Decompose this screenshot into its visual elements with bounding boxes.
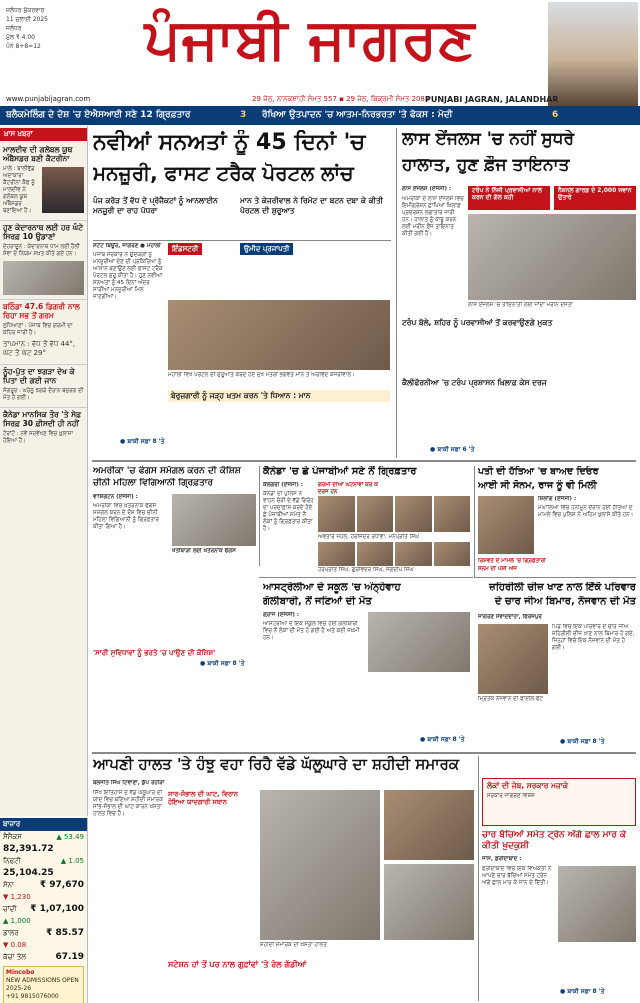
canada-headline[interactable]: ਕੈਨੇਡਾ 'ਚ ਛੇ ਪੰਜਾਬੀਆਂ ਸਣੇ ਨੌਂ ਗ੍ਰਿਫ਼ਤਾਰ [263, 466, 417, 477]
meta-line: ਮੁੱਲ ₹ 4.00 [6, 34, 35, 41]
brief-body: ਦੇਹਰਾਦੂਨ : ਕੇਦਾਰਨਾਥ ਧਾਮ ਲਈ ਹੈਲੀ ਸੇਵਾ ਦੇ ਨਿਯਮ ਸਖ਼ਤ ਕੀਤੇ ਗਏ ਹਨ। [3, 244, 80, 257]
special-box [482, 778, 636, 826]
china-body: ਅਮਰੀਕਾ ਵਿਚ ਖ਼ਤਰਨਾਕ ਫੰਗਸ ਸਮੱਗਲ ਕਰਨ ਦੇ ਦੋਸ਼ ਵਿਚ ਚੀਨੀ ਮਹਿਲਾ ਵਿਗਿਆਨੀ ਨੂੰ ਗ੍ਰਿਫ਼ਤਾਰ ਕੀਤਾ ਗਿਆ ਹੈ। [93, 503, 159, 530]
meta-line: 11 ਜੁਲਾਈ 2025 [6, 16, 48, 23]
memorial-photo-2[interactable] [384, 790, 474, 860]
poison-headline-1[interactable]: ਜ਼ਹਿਰੀਲੀ ਚੀਜ਼ ਖਾਣ ਨਾਲ ਇੱਕੋ ਪਰਿਵਾਰ [489, 582, 636, 593]
lead-photo[interactable] [168, 300, 390, 370]
meta-line: ਜਲੰਧਰ [6, 25, 22, 32]
market-row [0, 855, 87, 867]
sidebar-head: ਖ਼ਾਸ ਖ਼ਬਰਾਂ [0, 128, 87, 141]
la-photo-caption: ਲਾਸ ਏਂਜਲਸ 'ਚ ਤਾਇਨਾਤੀ ਲਈ ਜਾਂਦਾ ਮਰੀਨ ਦਸਤਾ [468, 302, 573, 308]
memorial-footer[interactable]: ਸਟੇਸ਼ਨ ਹਾਂ ਤੋਂ ਪਰ ਨਾਲ ਗੁਫ਼ਾਂਵਾਂ 'ਤੇ ਰੇਲ ਗੱਡੀਆਂ [168, 960, 307, 969]
market-label: ਨਿਫਟੀ [3, 857, 21, 865]
meta-line: ਜਲੰਧਰ ਸ਼ੁੱਕਰਵਾਰ [6, 7, 45, 14]
sidebar-briefs [0, 126, 88, 816]
special-box-title[interactable]: ਲੋਕਾਂ ਦੀ ਜੇਬ, ਸਰਕਾਰ ਮਜ਼ਾਕੇ [487, 781, 569, 790]
mugshot [318, 496, 355, 532]
la-sub-story-2[interactable]: ਕੈਲੀਫੋਰਨੀਆ 'ਚ ਟਰੰਪ ਪ੍ਰਸ਼ਾਸਨ ਖ਼ਿਲਾਫ਼ ਕੇਸ ਦਰਜ [402, 378, 547, 387]
china-footer[interactable]: 'ਸਾਰੀ ਸੁਵਿਧਾਵਾਂ ਨੂੰ ਭਰਤੇ 'ਚ ਪਾਉਣ ਦੀ ਕੋਸ਼ਿਸ਼' [93, 649, 216, 657]
market-row [0, 903, 87, 915]
mugshot [434, 542, 471, 566]
market-head: ਬਾਜ਼ਾਰ [0, 818, 87, 831]
meta-line: ਪੰਨੇ 8+8=12 [6, 43, 41, 50]
lead-headline-2[interactable]: ਮਨਜ਼ੂਰੀ, ਫਾਸਟ ਟਰੈਕ ਪੋਰਟਲ ਲਾਂਚ [93, 162, 354, 185]
mugshot [357, 496, 394, 532]
ticker-right-page: 6 [552, 110, 559, 120]
la-bullet-1: ਟਰੰਪ ਨੇ ਨਿੱਜੀ ਪ੍ਰਵਾਸੀਆਂ ਨਾਲ ਕਰਨ ਦੀ ਗੱਲ ਕਹੀ [468, 186, 550, 210]
edition-place: PUNJABI JAGRAN, JALANDHAR [425, 95, 559, 104]
lead-subhead-2: ਮਾਨ ਤੇ ਕੇਜਰੀਵਾਲ ਨੇ ਰਿਮੋਟ ਦਾ ਬਟਨ ਦਬਾ ਕੇ ਕੀਤੀ ਪੋਰਟਲ ਦੀ ਸ਼ੁਰੂਆਤ [240, 196, 384, 215]
lead-tag-right: ਉਮੀਦ ਪ੍ਰਜਾਪਤੀ [240, 243, 293, 255]
market-row [0, 879, 87, 891]
memorial-body: ਸਿੱਖ ਇਤਿਹਾਸ ਦੇ ਵੱਡੇ ਘੱਲੂਘਾਰੇ ਦੀ ਯਾਦ ਵਿਚ ਬਣਿਆ ਸ਼ਹੀਦੀ ਸਮਾਰਕ ਸਾਂਭ-ਸੰਭਾਲ ਦੀ ਘਾਟ ਕਾਰਨ ਖ਼ਸਤਾ ਹਾਲਤ ਵਿਚ ਹੈ। [93, 790, 163, 817]
canada-mugshots-row-2 [318, 542, 470, 566]
la-sub-story[interactable]: ਟਰੰਪ ਬੋਲੇ, ਸ਼ਹਿਰ ਨੂੰ ਪਰਵਾਸੀਆਂ ਤੋਂ ਕਰਵਾਉਣਗੇ ਮੁਕਤ [402, 318, 553, 327]
china-photo[interactable] [172, 494, 256, 546]
market-change: ▲ 53.49 [56, 833, 84, 841]
mugshot [434, 496, 471, 532]
special-box-sub: ਸਰਕਾਰ ਜਾਗਰਣ ਵਿਸ਼ੇਸ਼ [487, 793, 535, 799]
brief-photo [3, 261, 84, 295]
china-inset: ਖੇਤੀਬਾੜੀ ਲਈ ਖ਼ਤਰਨਾਕ ਫੰਗਸ [172, 548, 236, 554]
sonam-headline-2[interactable]: ਆਈ ਸੀ ਸੋਨਮ, ਰਾਜ ਨੂੰ ਵੀ ਮਿਲੀ [478, 480, 597, 491]
column-rule [259, 466, 260, 566]
date-line: 29 ਜੇਠ, ਨਾਨਕਸ਼ਾਹੀ ਸੰਮਤ 557 ▪ 29 ਜੇਠ, ਬਿਕ੍ਰਮੀ ਸੰਮਤ 2082 [252, 95, 430, 103]
masthead-photo [548, 2, 638, 106]
la-continued[interactable]: ● ਬਾਕੀ ਸਫ਼ਾ 6 'ਤੇ [430, 446, 475, 453]
ad-brand: Mincobo [6, 969, 35, 976]
market-row [0, 831, 87, 843]
lead-continued[interactable]: ● ਬਾਕੀ ਸਫ਼ਾ 8 'ਤੇ [120, 438, 165, 445]
memorial-photo-3[interactable] [384, 864, 474, 940]
brief-body: ਸੰਗਰੂਰ : ਘਰੇਲੂ ਝਗੜੇ ਦੌਰਾਨ ਬਜ਼ੁਰਗ ਦੀ ਮੌਤ ਹੋ ਗਈ। [3, 388, 84, 401]
sonam-bullet-2: ਸੋਨਮ ਦੀ ਪੇਸ਼ੀ ਅੱਜ [478, 566, 517, 572]
canada-inset-title: ਗਰਮੀ ਦੀਆਂ ਘਟਨਾਵਾਂ ਕਰ ਕੇ ਦਰਜ ਹਨ [318, 482, 379, 495]
la-byline: ਲਾਸ ਏਂਜਲਸ (ਏਜੰਸੀ) : [402, 186, 452, 192]
sonam-headline-1[interactable]: ਪਤੀ ਦੀ ਹੱਤਿਆ 'ਚ ਬਾਅਦ ਦਿਓਰ [478, 466, 599, 477]
poison-photo[interactable] [478, 624, 548, 694]
memorial-caption: ਸ਼ਹੀਦੀ ਸਮਾਰਕ ਦੀ ਖ਼ਸਤਾ ਹਾਲਤ [260, 942, 327, 948]
lead-photo-caption: ਮੋਹਾਲੀ ਵਿਖੇ ਪੋਰਟਲ ਦੀ ਸ਼ੁਰੂਆਤ ਕਰਦੇ ਹੋਏ ਮੁੱਖ ਮੰਤਰੀ ਭਗਵੰਤ ਮਾਨ ਤੇ ਅਰਵਿੰਦ ਕੇਜਰੀਵਾਲ। [168, 372, 355, 378]
brief-title: ਬਠਿੰਡਾ 47.6 ਡਿਗਰੀ ਨਾਲ ਰਿਹਾ ਸਭ ਤੋਂ ਗਰਮ [3, 302, 80, 320]
column-rule [478, 756, 479, 1001]
train-photo[interactable] [558, 866, 636, 942]
canada-byline: ਕੈਲਗਰੀ (ਏਜੰਸੀ) : [263, 482, 303, 488]
brief-title: ਹੁਣ ਕੇਦਾਰਨਾਥ ਲਈ ਹਰ ਘੰਟੇ ਸਿਰਫ਼ 10 ਉਡਾਣਾਂ [3, 223, 84, 241]
market-value: ₹ 85.57 [46, 928, 84, 938]
poison-continued[interactable]: ● ਬਾਕੀ ਸਫ਼ਾ 8 'ਤੇ [560, 738, 605, 745]
market-row [0, 927, 87, 939]
brief-body: ਲੁਧਿਆਣਾ : ਪੰਜਾਬ ਵਿਚ ਗਰਮੀ ਦਾ ਕਹਿਰ ਜਾਰੀ ਹੈ। [3, 323, 73, 336]
austria-body: ਆਸਟ੍ਰੀਆ ਦੇ ਇਕ ਸਕੂਲ ਵਿਚ ਹੋਈ ਗੋਲੀਬਾਰੀ ਵਿਚ ਨੌਂ ਲੋਕਾਂ ਦੀ ਮੌਤ ਹੋ ਗਈ ਹੈ ਅਤੇ ਕਈ ਜ਼ਖ਼ਮੀ ਹਨ। [263, 621, 360, 641]
market-change: ▲ 1,000 [3, 917, 31, 925]
train-continued[interactable]: ● ਬਾਕੀ ਸਫ਼ਾ 8 'ਤੇ [560, 988, 605, 995]
market-row [0, 915, 87, 927]
mugshot [318, 542, 355, 566]
austria-byline: ਗ੍ਰਾਜ (ਏਜੰਸੀ) : [263, 612, 300, 618]
market-row [0, 867, 87, 879]
newspaper-logo[interactable]: ਪੰਜਾਬੀ ਜਾਗਰਣ [144, 6, 476, 72]
divider [259, 577, 473, 578]
ticker-left-page: 3 [240, 110, 247, 120]
memorial-byline: ਬਲਜੀਤ ਸਿੰਘ ਟਿਵਾਣਾ, ਕੁੱਪ ਰਹੀੜਾ [93, 780, 165, 786]
masthead-meta [6, 6, 86, 51]
market-label: ਡਾਲਰ [3, 929, 19, 937]
site-url[interactable]: www.punjabijagran.com [6, 95, 91, 103]
brief-photo [42, 167, 84, 213]
market-row [0, 891, 87, 903]
train-byline: ਜਾਸ, ਫ਼ਰੀਦਾਬਾਦ : [482, 856, 522, 862]
market-row [0, 951, 87, 963]
memorial-inset: ਸਾਰ-ਸੰਭਾਲ ਦੀ ਘਾਟ, ਵਿਰਾਨ ਹੋਇਆ ਯਾਦਗਾਰੀ ਸਥਾਨ [168, 790, 238, 806]
poison-headline-2[interactable]: ਦੇ ਚਾਰ ਜੀਅ ਬਿਮਾਰ, ਨੌਜਵਾਨ ਦੀ ਮੌਤ [494, 596, 636, 607]
market-label: ਕੱਚਾ ਤੇਲ [3, 953, 26, 961]
lead-tag-left: ਇੰਡਸਟਰੀ [168, 243, 202, 255]
brief-body: ਟੋਰਾਂਟੋ : ਨਵੇਂ ਸਰਵੇਖਣ ਵਿਚ ਖ਼ੁਲਾਸਾ ਹੋਇਆ ਹੈ। [3, 431, 74, 444]
poison-byline: ਜਾਗਰਣ ਸੰਵਾਦਦਾਤਾ, ਫਿਰੋਜ਼ਪੁਰ [478, 614, 542, 620]
china-headline-2[interactable]: ਚੀਨੀ ਮਹਿਲਾ ਵਿਗਿਆਨੀ ਗ੍ਰਿਫ਼ਤਾਰ [93, 478, 213, 488]
market-change: ▼ 1,230 [3, 893, 31, 901]
market-label: ਸੈਂਸੈਕਸ [3, 833, 22, 841]
market-label: ਸੋਨਾ [3, 881, 15, 889]
brief-title: ਮਾਲਦੀਵ ਦੀ ਗਲੋਬਲ ਯੂਥ ਅੰਬੈਸਡਰ ਬਣੀ ਕੈਟਰੀਨਾ [3, 145, 73, 163]
divider [93, 240, 391, 241]
brief-title: ਕੈਨੇਡਾ ਮਾਨਸਿਕ ਤੌਰ 'ਤੇ ਸੇਫ਼ ਸਿਰਫ਼ 30 ਫ਼ੀਸਦੀ ਹੀ ਨਹੀਂ [3, 410, 82, 428]
memorial-headline[interactable]: ਆਪਣੀ ਹਾਲਤ 'ਤੇ ਹੰਝੂ ਵਹਾ ਰਿਹੈ ਵੱਡੇ ਘੱਲੂਘਾਰੇ ਦਾ ਸ਼ਹੀਦੀ ਸਮਾਰਕ [93, 756, 460, 773]
market-box [0, 818, 88, 1003]
sonam-body: ਮੇਘਾਲਿਆ ਵਿਚ ਹਨੀਮੂਨ ਦੌਰਾਨ ਹੋਈ ਹੱਤਿਆ ਦੇ ਮਾਮਲੇ ਵਿਚ ਪੁਲਿਸ ਨੇ ਅਹਿਮ ਖ਼ੁਲਾਸੇ ਕੀਤੇ ਹਨ। [538, 505, 634, 518]
china-byline: ਵਾਸ਼ਿੰਗਟਨ (ਏਜੰਸੀ) : [93, 494, 138, 500]
ad-box[interactable] [3, 966, 84, 1003]
canada-body: ਕੈਨੇਡਾ ਦੀ ਪੁਲਿਸ ਨੇ ਵਾਹਨ ਚੋਰੀ ਦੇ ਵੱਡੇ ਗਿਰੋਹ ਦਾ ਪਰਦਾਫ਼ਾਸ਼ ਕਰਦੇ ਹੋਏ ਛੇ ਪੰਜਾਬੀਆਂ ਸਮੇਤ ਨੌਂ ਲੋਕਾਂ ਨੂੰ ਗ੍ਰਿਫ਼ਤਾਰ ਕੀਤਾ ਹੈ। [263, 491, 314, 532]
market-row [0, 843, 87, 855]
poison-photo-caption: ਮ੍ਰਿਤਕ ਨੌਜਵਾਨ ਦੀ ਫਾਈਲ ਫੋਟੋ [478, 696, 543, 702]
lead-headline-1[interactable]: ਨਵੀਆਂ ਸਨਅਤਾਂ ਨੂੰ 45 ਦਿਨਾਂ 'ਚ [93, 130, 366, 155]
poison-body: ਪਿੰਡ ਵਿਚ ਇਕ ਪਰਿਵਾਰ ਦੇ ਚਾਰ ਜੀਅ ਜ਼ਹਿਰੀਲੀ ਚੀਜ਼ ਖਾਣ ਨਾਲ ਬਿਮਾਰ ਹੋ ਗਏ, ਜਿਨ੍ਹਾਂ ਵਿਚੋਂ ਇਕ ਨੌਜਵਾਨ ਦੀ ਮੌਤ ਹੋ ਗਈ। [552, 624, 635, 651]
lead-inset-title: ਬੇਰੁਜ਼ਗਾਰੀ ਨੂੰ ਜੜ੍ਹ ਖ਼ਤਮ ਕਰਨ 'ਤੇ ਧਿਆਨ : ਮਾਨ [168, 390, 390, 402]
canada-caption-2: ਹਰਪ੍ਰੀਤ ਸਿੰਘ, ਗੁਰਵਿੰਦਰ ਸਿੰਘ, ਜਗਦੀਪ ਸਿੰਘ [318, 567, 414, 573]
brief-title: ਨੂੰਹ-ਪੁੱਤ ਦਾ ਝਗੜਾ ਦੇਖ ਕੇ ਪਿਤਾ ਦੀ ਗਈ ਜਾਨ [3, 367, 75, 385]
brief-body: ਮਾਲੇ : ਬਾਲੀਵੁੱਡ ਅਦਾਕਾਰਾ ਕੈਟਰੀਨਾ ਕੈਫ ਨੂੰ ਮਾਲਦੀਵ ਨੇ ਗਲੋਬਲ ਯੂਥ ਅੰਬੈਸਡਰ ਬਣਾਇਆ ਹੈ। [3, 166, 35, 214]
lead-subhead-1: ਪੰਜ ਕਰੋੜ ਤੋਂ ਵੱਧ ਦੇ ਪ੍ਰੋਜੈਕਟਾਂ ਨੂੰ ਆਨਲਾਈਨ ਮਨਜ਼ੂਰੀ ਦਾ ਰਾਹ ਪੱਧਰਾ [93, 196, 218, 215]
market-value: 67.19 [55, 952, 84, 962]
ticker-left-story[interactable]: ਬਲੈਕਮੇਲਿੰਗ ਦੇ ਦੋਸ਼ 'ਚ ਏਐਸਆਈ ਸਣੇ 12 ਗ੍ਰਿਫ਼ਤਾਰ [6, 110, 191, 120]
column-rule [396, 128, 397, 458]
market-label: ਚਾਂਦੀ [3, 905, 17, 913]
austria-headline-1[interactable]: ਆਸਟ੍ਰੇਲੀਆ ਦੇ ਸਕੂਲ 'ਚ ਅੰਨ੍ਹੇਵਾਹ [263, 582, 401, 593]
divider [474, 577, 636, 578]
canada-caption-1: ਅਵਤਾਰ ਜੋਹਲ, ਹਰਜਿੰਦਰ ਰੰਧਾਵਾ, ਮਨਪ੍ਰੀਤ ਸਿੰਘ [318, 534, 419, 540]
market-value: ₹ 97,670 [39, 880, 84, 890]
market-value: 25,104.25 [3, 868, 54, 878]
brief-item[interactable] [0, 299, 87, 360]
section-rule [92, 752, 636, 754]
sonam-bullet-1: ਰਿਸ਼ਵਤ ਦੇ ਮਾਮਲੇ 'ਚ ਗ੍ਰਿਫ਼ਤਾਰੀ [478, 558, 546, 564]
canada-mugshots-row-1 [318, 496, 470, 532]
market-value: 82,391.72 [3, 844, 54, 854]
la-body: ਅਮਰੀਕਾ ਦੇ ਲਾਸ ਏਂਜਲਸ ਵਿਚ ਇਮੀਗ੍ਰੇਸ਼ਨ ਛਾਪਿਆਂ ਖ਼ਿਲਾਫ਼ ਪ੍ਰਦਰਸ਼ਨ ਲਗਾਤਾਰ ਜਾਰੀ ਹਨ। ਹਾਲਾਤ ਨੂੰ ਕਾਬੂ ਕਰਨ ਲਈ ਮਰੀਨ ਫ਼ੌਜ ਤਾਇਨਾਤ ਕੀਤੀ ਗਈ ਹੈ। [402, 196, 464, 237]
mugshot [395, 496, 432, 532]
news-ticker [0, 106, 640, 125]
sonam-byline: ਸ਼ਿਲਾਂਗ (ਏਜੰਸੀ) : [538, 496, 577, 502]
austria-continued[interactable]: ● ਬਾਕੀ ਸਫ਼ਾ 8 'ਤੇ [420, 736, 465, 743]
la-photo[interactable] [468, 214, 636, 300]
ad-phone: +91 9815076000 [6, 993, 59, 1000]
brief-item[interactable] [0, 407, 87, 446]
brief-item[interactable] [0, 364, 87, 403]
la-headline-1[interactable]: ਲਾਸ ਏਂਜਲਸ 'ਚ ਨਹੀਂ ਸੁਧਰੇ [402, 130, 574, 149]
sonam-photo[interactable] [478, 496, 534, 554]
brief-item[interactable] [0, 220, 87, 295]
lead-body: ਪੰਜਾਬ ਸਰਕਾਰ ਨੇ ਉਦਯੋਗਾਂ ਨੂੰ ਮਨਜ਼ੂਰੀਆਂ ਦੇਣ ਦੀ ਪ੍ਰਕਿਰਿਆ ਨੂੰ ਆਸਾਨ ਬਣਾਉਣ ਲਈ ਫਾਸਟ ਟਰੈਕ ਪੋਰਟਲ ਸ਼ੁਰੂ ਕੀਤਾ ਹੈ। ਹੁਣ ਨਵੀਆਂ ਸਨਅਤਾਂ ਨੂੰ 45 ਦਿਨਾਂ ਅੰਦਰ ਸਾਰੀਆਂ ਮਨਜ਼ੂਰੀਆਂ ਮਿਲ ਜਾਣਗੀਆਂ। [93, 252, 163, 300]
weather-info: ਤਾਪਮਾਨ : ਵੱਧ ਤੋਂ ਵੱਧ 44°, ਘੱਟ ਤੋਂ ਘੱਟ 29° [3, 340, 76, 357]
austria-headline-2[interactable]: ਗੋਲੀਬਾਰੀ, ਨੌਂ ਜਣਿਆਂ ਦੀ ਮੌਤ [263, 596, 372, 607]
market-change: ▼ 0.08 [3, 941, 27, 949]
ad-text: NEW ADMISSIONS OPEN 2025-26 [6, 977, 79, 992]
market-change: ▲ 1.05 [60, 857, 84, 865]
market-value: ₹ 1,07,100 [30, 904, 84, 914]
lead-byline: ਸਟੇਟ ਬਿਊਰੋ, ਜਾਗਰਣ ● ਮੋਹਾਲੀ [93, 243, 161, 249]
train-body: ਫ਼ਰੀਦਾਬਾਦ ਵਿਚ ਇਕ ਵਿਅਕਤੀ ਨੇ ਆਪਣੇ ਚਾਰ ਬੱਚਿਆਂ ਸਮੇਤ ਟ੍ਰੇਨ ਅੱਗੇ ਛਾਲ ਮਾਰ ਕੇ ਜਾਨ ਦੇ ਦਿੱਤੀ। [482, 866, 552, 886]
market-row [0, 939, 87, 951]
train-headline[interactable]: ਚਾਰ ਬੱਚਿਆਂ ਸਮੇਤ ਟ੍ਰੇਨ ਅੱਗੇ ਛਾਲ ਮਾਰ ਕੇ ਕੀਤੀ ਖ਼ੁਦਕੁਸ਼ੀ [482, 830, 626, 851]
china-continued[interactable]: ● ਬਾਕੀ ਸਫ਼ਾ 8 'ਤੇ [200, 660, 245, 667]
china-headline-1[interactable]: ਅਮਰੀਕਾ 'ਚ ਫੰਗਸ ਸਮੱਗਲ ਕਰਨ ਦੀ ਕੋਸ਼ਿਸ਼ [93, 466, 241, 476]
memorial-photo-1[interactable] [260, 790, 380, 940]
section-rule [92, 460, 636, 462]
la-headline-2[interactable]: ਹਾਲਾਤ, ਹੁਣ ਫ਼ੌਜ ਤਾਇਨਾਤ [402, 156, 570, 175]
la-bullet-2: ਨੈਸ਼ਨਲ ਗਾਰਡ ਦੇ 2,000 ਜਵਾਨ ਉਤਾਰੇ [554, 186, 636, 210]
ticker-right-story[interactable]: ਰੱਖਿਆ ਉਤਪਾਦਨ 'ਚ ਆਤਮ-ਨਿਰਭਰਤਾ 'ਤੇ ਫੋਕਸ : ਮੋਦੀ [262, 110, 453, 120]
austria-photo[interactable] [368, 612, 470, 672]
column-rule [474, 466, 475, 578]
mugshot [357, 542, 394, 566]
mugshot [395, 542, 432, 566]
brief-item[interactable] [0, 143, 87, 216]
